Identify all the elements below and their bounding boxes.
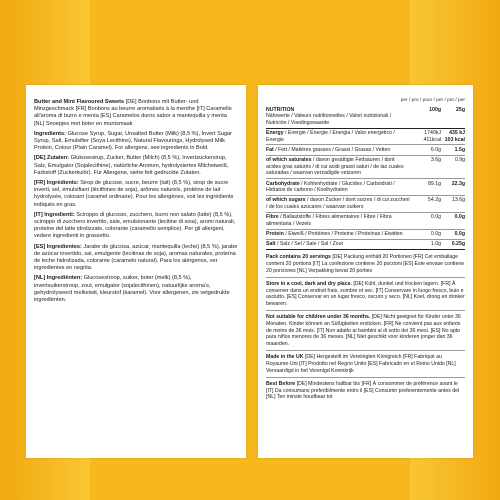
ingredients-fr-text: Sirop de glucose, sucre, beurre (lait) (8,5 %), sirop de sucre inverti, sel, émulsifiant (lécithines de soja), arômes naturels, protéine de lait hydrolysée, colorant (caramel ordinaire). Pour les allergènes, voir les ingrédients indiqués en gras. <box>34 180 234 208</box>
product-title: Butter and Mint Flavoured Sweets <box>34 99 125 105</box>
children-warning <box>266 310 465 347</box>
ingredients-de <box>34 155 238 177</box>
ingredients-label-panel <box>26 85 246 458</box>
nutrient-translations: / Ballaststoffe / Fibres alimentaires / Fibre / Fibra alimentaria / Vezels <box>266 214 392 227</box>
nutrition-row <box>266 240 465 250</box>
value-per-100g: 0.0g <box>430 214 441 221</box>
nutrient-name: Fibre <box>266 214 279 221</box>
nutrient-name: of which sugars <box>266 197 306 204</box>
nutrition-label-panel <box>258 85 473 458</box>
nutrient-label <box>266 181 411 194</box>
nutrient-label <box>266 231 411 237</box>
ingredients-es-label: [ES] Ingredientes: <box>34 243 82 250</box>
ingredients-en-text: Glucose Syrup, Sugar, Unsalted Butter (Milk) (8,5 %), Invert Sugar Syrup, Salt, Emulsifier (Soya Lecithins), Natural Flavourings, Hydrolysed Milk Protein, Colour (Plain Caramel). For allergens, see ingredients in Bold. <box>34 130 233 152</box>
column-100g: 100g <box>429 106 441 113</box>
per-header: per / pro / pour / per / por / per <box>400 98 465 103</box>
value-per-25g: 1.5g <box>454 146 465 153</box>
nutrition-rows <box>266 129 465 251</box>
value-per-25g: 0.9g <box>454 157 465 164</box>
nutrient-name: Protein <box>266 231 284 237</box>
origin-label: Made in the UK <box>266 354 304 361</box>
nutrient-label <box>266 214 411 227</box>
ingredients-es <box>34 244 238 273</box>
product-names <box>34 99 238 128</box>
nutrition-row <box>266 145 465 155</box>
ingredients-it <box>34 212 238 241</box>
nutrition-table-header <box>266 105 465 128</box>
product-names-translations: [DE] Bonbons mit Butter- und Minzgeschmack [FR] Bonbons au beurre aromatisés à la menthe [IT] Caramelle all'aroma di burro e menta [ES] Caramelos duros sabor a mantequilla y menta [NL] Snoepjes met boter en muntsmaak <box>34 99 232 127</box>
ingredients-es-text: Jarabe de glucosa, azúcar, mantequilla (leche) (8,5 %), jarabe de azúcar invertido, sal, emulgente (lecitinas de soja), aromas naturales, proteína de leche hidrolizada, colorante (caramelo natural). Para los alérgenos, ver ingredientes en negrita. <box>34 243 238 272</box>
best-before <box>266 377 465 401</box>
nutrition-row <box>266 179 465 196</box>
nutrient-label <box>266 197 411 210</box>
nutrient-name: Salt <box>266 241 276 248</box>
value-per-100g: 1.0g <box>430 241 441 248</box>
nutrient-name: of which saturates <box>266 157 312 164</box>
value-per-100g: 3.6g <box>430 157 441 164</box>
nutrient-translations: / davon gesättigte Fettsäuren / dont acides gras saturés / di cui acidi grassi saturi / de las cuales saturadas / waarvan verzadigde vetzuren <box>266 157 404 177</box>
nutrient-label <box>266 130 411 143</box>
value-per-25g: 13.6g <box>452 197 465 204</box>
children-warning-text: [DE] Nicht geeignet für Kinder unter 36 Monaten. Kinder können an Süßigkeiten ersticken. [FR] Ne convient pas aux enfants de moins de 36 mois. [IT] Non adatto ai bambini al di sotto dei 36 mesi. [ES] No apto para niños menores de 36 meses. [NL] Niet geschikt voor kinderen jonger dan 36 maanden. <box>266 314 461 347</box>
nutrient-label <box>266 157 411 176</box>
nutrition-row <box>266 213 465 230</box>
ingredients-en <box>34 131 238 153</box>
nutrient-name: Energy <box>266 130 284 137</box>
children-warning-label: Not suitable for children under 36 months. <box>266 314 371 321</box>
country-of-origin <box>266 350 465 374</box>
ingredients-nl-label: [NL] Ingrediënten: <box>34 275 83 282</box>
nutrient-translations: / Kohlenhydrate / Glucides / Carboidrati / Hidratos de carbono / Koolhydraten <box>266 180 395 193</box>
pack-servings-text: [DE] Packung enthält 20 Portionen [FR] Cet emballage contient 20 portions [IT] La confezione contiene 20 porzioni [ES] Este envase contiene 20 porciones [NL] Verpakking bevat 20 porties <box>266 254 465 274</box>
ingredients-de-label: [DE] Zutaten: <box>34 155 70 162</box>
storage-instructions <box>266 277 465 307</box>
value-per-100g: 54.2g <box>428 197 441 204</box>
ingredients-nl-text: Glucosestroop, suiker, boter (melk) (8,5 %), invertsuikerstroop, zout, emulgator (sojalecithinen), natuurlijke aroma's, gehydrolyseerd melkeiwit, kleurstof (karamel). Voor allergenen, zie vetgedrukte ingrediënten. <box>34 275 230 304</box>
ingredients-de-text: Glukosesirup, Zucker, Butter (Milch) (8,5 %), Invertzuckersirup, Salz, Emulgator (Sojalecithine), natürliche Aromen, hydrolysiertes Milcheiweiß, Farbstoff (Zuckerkulör). Für Allergene, siehe fett gedruckte Zutaten. <box>34 155 229 176</box>
nutrient-translations: / Fett / Matières grasses / Grassi / Grasas / Vetten <box>273 146 391 153</box>
value-per-25g: 0.25g <box>451 241 465 248</box>
nutrient-label <box>266 147 411 153</box>
nutrient-label <box>266 241 411 247</box>
value-per-25g: 0.0g <box>454 214 465 221</box>
value-per-100g: 6.0g <box>430 146 441 153</box>
nutrition-subtitle: Nährwerte / Valeurs nutritionnelles / Valori nutrizionali / Nutrición / Voedingswaarde <box>266 113 392 126</box>
ingredients-nl <box>34 275 238 304</box>
nutrient-name: Carbohydrate <box>266 180 300 187</box>
value-per-100g: 1740kJ 411kcal <box>423 130 441 143</box>
ingredients-it-text: Sciroppo di glucosio, zucchero, burro non salato (latte) (8,5 %), sciroppo di zucchero invertito, sale, emulsionante (lecitine di soia), aromi naturali, proteine del latte idrolizzate, colorante (caramello semplice). Per gli allergeni, vedere ingredienti in grassetto. <box>34 211 236 240</box>
pack-servings-label: Pack contains 20 servings <box>266 254 331 261</box>
nutrient-translations: / Energie / Énergie / Energia / Valor energético / Energie <box>266 130 395 143</box>
best-before-text: [DE] Mindestens haltbar bis [FR] À consommer de préférence avant le [IT] Da consumarsi preferibilmente entro il [ES] Consumir preferentemente antes del [NL] Ten minste houdbaar tot <box>266 381 460 401</box>
nutrition-row <box>266 230 465 240</box>
nutrition-title: NUTRITION Nährwerte / Valeurs nutritionnelles / Valori nutrizionali / Nutrición / Voedingswaarde <box>266 106 392 126</box>
value-per-25g: 22.3g <box>451 180 465 187</box>
nutrient-name: Fat <box>266 146 274 153</box>
ingredients-en-label: Ingredients: <box>34 130 67 137</box>
nutrition-row <box>266 156 465 179</box>
value-per-100g: 89.1g <box>428 180 441 187</box>
storage-label: Store in a cool, dark and dry place. <box>266 281 352 288</box>
pack-servings <box>266 254 465 274</box>
value-per-25g: 435 kJ 103 kcal <box>444 130 465 143</box>
nutrition-row <box>266 196 465 213</box>
storage-text: [DE] Kühl, dunkel und trocken lagern. [FR] À conserver dans un endroit frais, sombre et sec. [IT] Conservare in luogo fresco, buio e asciutto. [ES] Conservar en un lugar fresco, oscuro y seco. [NL] Koel, droog en donker bewaren. <box>266 281 465 307</box>
origin-text: [DE] Hergestellt im Vereinigten Königreich [FR] Fabriqué au Royaume-Uni [IT] Prodotto nel Regno Unito [ES] Fabricado en el Reino Unido [NL] Vervaardigd in het Verenigd Koninkrijk <box>266 354 456 374</box>
ingredients-fr-label: [FR] Ingrédients: <box>34 180 79 187</box>
column-25g: 25g <box>456 106 465 113</box>
nutrition-row <box>266 129 465 146</box>
value-per-25g: 0.0g <box>454 231 465 237</box>
nutrient-translations: / davon Zucker / dont sucres / di cui zuccheri / de los cuales azúcares / waarvan suikers <box>266 197 410 210</box>
ingredients-fr <box>34 180 238 209</box>
nutrient-translations: / Eiweiß / Protéines / Proteine / Proteínas / Eiwitten <box>283 231 403 237</box>
nutrient-translations: / Salz / Sel / Sale / Sal / Zout <box>275 241 343 248</box>
ingredients-it-label: [IT] Ingredienti: <box>34 211 75 218</box>
best-before-label: Best Before <box>266 381 296 388</box>
value-per-100g: 0.0g <box>430 231 441 237</box>
